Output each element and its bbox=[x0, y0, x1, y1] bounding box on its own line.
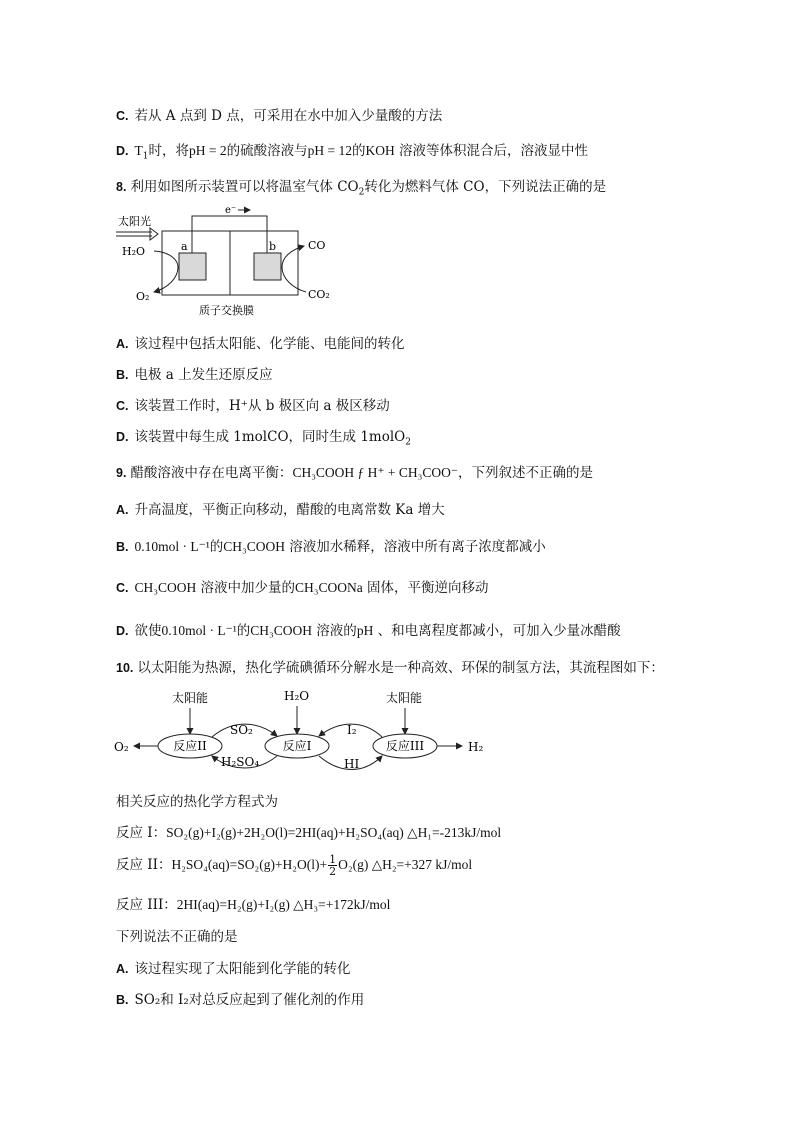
option-label: D. bbox=[116, 430, 129, 444]
solar-label-left: 太阳能 bbox=[172, 691, 209, 705]
subscript: 2 bbox=[405, 437, 411, 448]
q7-option-c[interactable] bbox=[116, 104, 442, 124]
stem-text: 醋酸溶液中存在电离平衡： bbox=[130, 465, 293, 481]
option-text: 升高温度，平衡正向移动，醋酸的电离常数 Ka 增大 bbox=[134, 502, 445, 518]
option-text: 该装置工作时，H⁺从 b 极区向 a 极区移动 bbox=[134, 398, 390, 414]
q8-option-c[interactable] bbox=[116, 394, 390, 414]
o2-label: O₂ bbox=[114, 740, 129, 754]
option-label: D. bbox=[116, 144, 129, 158]
q9-option-d[interactable] bbox=[116, 619, 621, 639]
h2-label: H₂ bbox=[468, 740, 484, 754]
q9-option-b[interactable] bbox=[116, 535, 546, 555]
fraction-numerator: 1 bbox=[329, 853, 337, 866]
fraction bbox=[328, 854, 337, 877]
option-text: SO₂和 I₂对总反应起到了催化剂的作用 bbox=[134, 992, 365, 1008]
text: 的 bbox=[209, 539, 224, 555]
stem-text: 转化为燃料气体 CO，下列说法正确的是 bbox=[364, 179, 607, 195]
q10-option-b[interactable] bbox=[116, 988, 364, 1008]
stem-text: ，下列叙述不正确的是 bbox=[457, 465, 593, 481]
text: 时，将 bbox=[148, 143, 189, 159]
sunlight-arrow bbox=[116, 232, 152, 236]
q10-reaction-2 bbox=[116, 853, 472, 877]
temp-sub: 1 bbox=[142, 151, 149, 162]
text: 固体，平衡逆向移动 bbox=[362, 580, 489, 596]
text: 溶液等体积混合后，溶液显中性 bbox=[394, 143, 589, 159]
option-label: A. bbox=[116, 503, 129, 517]
question-number: 10. bbox=[116, 661, 134, 675]
text: 溶液中加少量的 bbox=[196, 580, 296, 596]
sunlight-label: 太阳光 bbox=[118, 215, 151, 228]
option-text: 若从 A 点到 D 点，可采用在水中加入少量酸的方法 bbox=[134, 108, 443, 124]
h2so4-label: H₂SO₄ bbox=[221, 755, 260, 769]
q10-ask bbox=[116, 925, 238, 945]
text: 溶液的 bbox=[312, 623, 357, 639]
text: 欲使 bbox=[134, 623, 162, 639]
option-text: 该装置中每生成 1molCO，同时生成 1molO bbox=[134, 429, 406, 445]
ionization-equation: CH₃COOH ƒ H⁺ + CH₃COO⁻ bbox=[292, 465, 458, 480]
reaction-equation: 2HI(aq)=H₂(g)+I₂(g) △H₃=+172kJ/mol bbox=[176, 897, 391, 912]
option-text: 该过程中包括太阳能、化学能、电能间的转化 bbox=[134, 336, 405, 352]
reaction-equation: SO₂(g)+I₂(g)+2H₂O(l)=2HI(aq)+H₂SO₄(aq) △H₁=-213kJ/mol bbox=[166, 825, 502, 840]
stem-text: 以太阳能为热源，热化学硫碘循环分解水是一种高效、环保的制氢方法，其流程图如下： bbox=[137, 660, 664, 676]
option-label: B. bbox=[116, 368, 129, 382]
subscript: 2 bbox=[358, 187, 365, 198]
koh: KOH bbox=[365, 143, 395, 158]
option-label: A. bbox=[116, 962, 129, 976]
electrode-a bbox=[179, 253, 206, 280]
question-number: 8. bbox=[116, 180, 127, 194]
text: 、和电离程度都减小，可加入少量冰醋酸 bbox=[373, 623, 621, 639]
reaction-label: 反应 III： bbox=[116, 897, 177, 913]
reaction-equation: H₂SO₄(aq)=SO₂(g)+H₂O(l)+ bbox=[171, 857, 328, 872]
q10-stem bbox=[116, 656, 664, 676]
reaction-label: 反应 I： bbox=[116, 825, 167, 841]
reaction-equation: O₂(g) △H₂=+327 kJ/mol bbox=[338, 857, 473, 872]
reaction-1-label: 反应I bbox=[282, 739, 312, 753]
q9-option-a[interactable] bbox=[116, 498, 445, 518]
q10-flow-diagram bbox=[112, 682, 502, 784]
i2-label: I₂ bbox=[347, 723, 357, 737]
q8-diagram bbox=[112, 200, 352, 322]
q10-related bbox=[116, 790, 278, 810]
ph-value: pH = 12 bbox=[307, 143, 352, 158]
co-label: CO bbox=[308, 239, 326, 252]
option-label: C. bbox=[116, 399, 129, 413]
membrane-label: 质子交换膜 bbox=[199, 304, 254, 317]
fraction-denominator: 2 bbox=[329, 865, 337, 878]
concentration: 0.10mol · L⁻¹ bbox=[134, 539, 210, 554]
formula: CH₃COOH bbox=[223, 539, 286, 554]
option-label: B. bbox=[116, 540, 129, 554]
so2-label: SO₂ bbox=[230, 723, 253, 737]
formula: CH₃COONa bbox=[295, 580, 363, 595]
electrode-b bbox=[254, 253, 281, 280]
q8-option-d[interactable] bbox=[116, 425, 411, 448]
q10-reaction-3 bbox=[116, 893, 390, 913]
formula: CH₃COOH bbox=[134, 580, 197, 595]
h2o-o2-curve bbox=[154, 251, 178, 292]
option-label: C. bbox=[116, 581, 129, 595]
electron-label: e⁻ bbox=[225, 205, 237, 216]
o2-label: O₂ bbox=[136, 290, 150, 303]
formula: CH₃COOH bbox=[250, 623, 313, 638]
option-label: B. bbox=[116, 993, 129, 1007]
temp-symbol: T bbox=[134, 143, 143, 158]
q10-option-a[interactable] bbox=[116, 957, 351, 977]
text: 的 bbox=[351, 143, 366, 159]
reaction-3-label: 反应III bbox=[385, 739, 425, 753]
hi-label: HI bbox=[344, 757, 360, 771]
reaction-label: 反应 II： bbox=[116, 857, 172, 873]
concentration: 0.10mol · L⁻¹ bbox=[161, 623, 237, 638]
reaction-2-label: 反应II bbox=[173, 739, 207, 753]
q7-option-d[interactable] bbox=[116, 139, 588, 162]
option-label: D. bbox=[116, 624, 129, 638]
co2-label: CO₂ bbox=[308, 288, 330, 301]
ph: pH bbox=[356, 623, 374, 638]
h2o-label: H₂O bbox=[122, 245, 146, 258]
electrode-b-label: b bbox=[269, 240, 277, 253]
q9-option-c[interactable] bbox=[116, 576, 489, 596]
text: 的 bbox=[236, 623, 251, 639]
text: 的硫酸溶液与 bbox=[226, 143, 308, 159]
q8-stem bbox=[116, 175, 606, 198]
q8-option-b[interactable] bbox=[116, 363, 273, 383]
water-label: H₂O bbox=[284, 689, 310, 703]
question-number: 9. bbox=[116, 466, 127, 480]
stem-text: 利用如图所示装置可以将温室气体 CO bbox=[130, 179, 359, 195]
ph-value: pH = 2 bbox=[188, 143, 227, 158]
electrode-a-label: a bbox=[181, 240, 188, 253]
option-label: A. bbox=[116, 337, 129, 351]
q10-reaction-1 bbox=[116, 821, 501, 841]
text: 溶液加水稀释，溶液中所有离子浓度都减小 bbox=[285, 539, 546, 555]
q8-option-a[interactable] bbox=[116, 332, 405, 352]
option-label: C. bbox=[116, 109, 129, 123]
co2-co-curve bbox=[282, 246, 306, 292]
option-text: 该过程实现了太阳能到化学能的转化 bbox=[134, 961, 351, 977]
solar-label-right: 太阳能 bbox=[386, 691, 423, 705]
q9-stem bbox=[116, 461, 593, 481]
option-text: 电极 a 上发生还原反应 bbox=[134, 367, 273, 383]
ask-text: 下列说法不正确的是 bbox=[116, 929, 238, 945]
related-text: 相关反应的热化学方程式为 bbox=[116, 794, 278, 810]
